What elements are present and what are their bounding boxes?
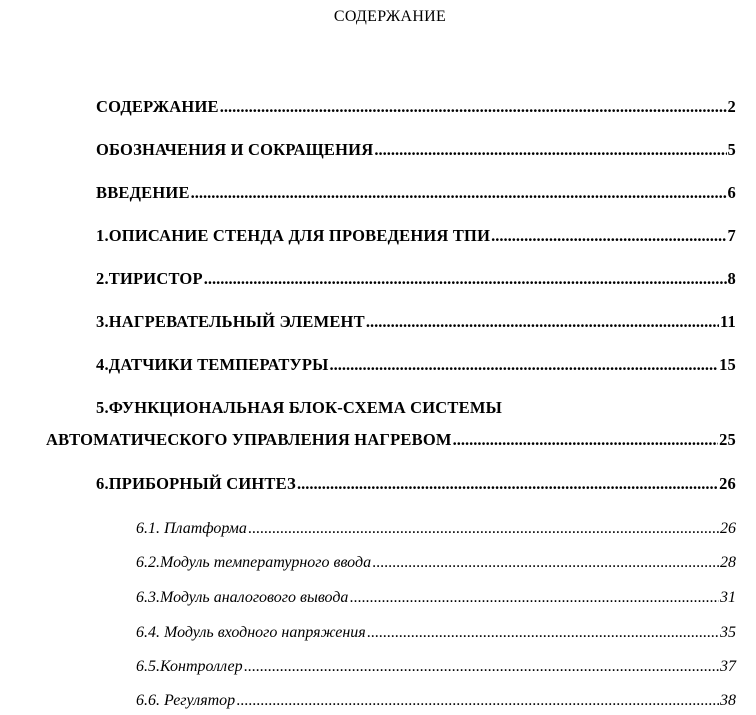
toc-subentry-6-3[interactable] xyxy=(136,586,736,610)
toc-subentry-6-2[interactable] xyxy=(136,551,736,575)
toc-entry-title: ВВЕДЕНИЕ xyxy=(96,183,190,202)
toc-entry-title: 4.ДАТЧИКИ ТЕМПЕРАТУРЫ xyxy=(96,355,329,374)
toc-entry-chapter-3[interactable] xyxy=(96,310,736,334)
toc-subentry-title: 6.1. Платформа xyxy=(136,520,247,537)
toc-entry-title: 3.НАГРЕВАТЕЛЬНЫЙ ЭЛЕМЕНТ xyxy=(96,312,365,331)
toc-subentry-title: 6.6. Регулятор xyxy=(136,692,236,709)
toc-subentry-page: 28 xyxy=(720,554,736,571)
toc-subentry-title: 6.3.Модуль аналогового вывода xyxy=(136,589,349,606)
toc-entry-page: 25 xyxy=(719,430,736,449)
dot-leader xyxy=(349,586,719,610)
toc-entry-chapter-2[interactable] xyxy=(96,267,736,291)
toc-subentry-page: 31 xyxy=(720,589,736,606)
toc-subentry-title: 6.5.Контроллер xyxy=(136,658,243,675)
toc-entry-title: 1.ОПИСАНИЕ СТЕНДА ДЛЯ ПРОВЕДЕНИЯ ТПИ xyxy=(96,226,491,245)
toc-subentry-page: 38 xyxy=(720,692,736,709)
toc-entry-contents[interactable] xyxy=(96,95,736,119)
toc-entry-page: 15 xyxy=(719,355,736,374)
toc-entry-page: 11 xyxy=(720,312,736,331)
toc-entry-page: 2 xyxy=(727,97,736,116)
toc-entry-chapter-5-line1[interactable]: 5.ФУНКЦИОНАЛЬНАЯ БЛОК-СХЕМА СИСТЕМЫ xyxy=(96,398,503,417)
dot-leader xyxy=(297,472,718,496)
toc-subentry-title: 6.2.Модуль температурного ввода xyxy=(136,554,372,571)
toc-entry-introduction[interactable] xyxy=(96,181,736,205)
toc-entry-title: ОБОЗНАЧЕНИЯ И СОКРАЩЕНИЯ xyxy=(96,140,374,159)
toc-subentry-page: 37 xyxy=(720,658,736,675)
dot-leader xyxy=(220,95,727,119)
toc-entry-page: 8 xyxy=(727,269,736,288)
toc-subentry-6-6[interactable] xyxy=(136,689,736,713)
toc-entry-page: 5 xyxy=(727,140,736,159)
toc-entry-chapter-5[interactable] xyxy=(46,428,736,452)
dot-leader xyxy=(372,551,719,575)
toc-entry-chapter-4[interactable] xyxy=(96,353,736,377)
toc-entry-abbreviations[interactable] xyxy=(96,138,736,162)
toc-subentry-6-4[interactable] xyxy=(136,621,736,645)
toc-entry-chapter-6[interactable] xyxy=(96,472,736,496)
dot-leader xyxy=(491,224,726,248)
toc-entry-title: АВТОМАТИЧЕСКОГО УПРАВЛЕНИЯ НАГРЕВОМ xyxy=(46,430,452,449)
toc-entry-title: 6.ПРИБОРНЫЙ СИНТЕЗ xyxy=(96,474,296,493)
dot-leader xyxy=(453,428,718,452)
toc-subentry-6-5[interactable] xyxy=(136,655,736,679)
dot-leader xyxy=(244,655,719,679)
toc-entry-title: 2.ТИРИСТОР xyxy=(96,269,203,288)
dot-leader xyxy=(204,267,727,291)
toc-subentry-title: 6.4. Модуль входного напряжения xyxy=(136,624,366,641)
document-heading: СОДЕРЖАНИЕ xyxy=(333,8,447,25)
dot-leader xyxy=(330,353,719,377)
dot-leader xyxy=(191,181,727,205)
dot-leader xyxy=(374,138,726,162)
dot-leader xyxy=(236,689,719,713)
toc-entry-page: 26 xyxy=(719,474,736,493)
dot-leader xyxy=(366,310,719,334)
dot-leader xyxy=(367,621,719,645)
toc-subentry-page: 26 xyxy=(720,520,736,537)
toc-subentry-6-1[interactable] xyxy=(136,517,736,541)
toc-subentry-page: 35 xyxy=(720,624,736,641)
toc-entry-page: 7 xyxy=(727,226,736,245)
toc-entry-title: СОДЕРЖАНИЕ xyxy=(96,97,219,116)
toc-entry-chapter-1[interactable] xyxy=(96,224,736,248)
toc-entry-page: 6 xyxy=(727,183,736,202)
dot-leader xyxy=(248,517,719,541)
